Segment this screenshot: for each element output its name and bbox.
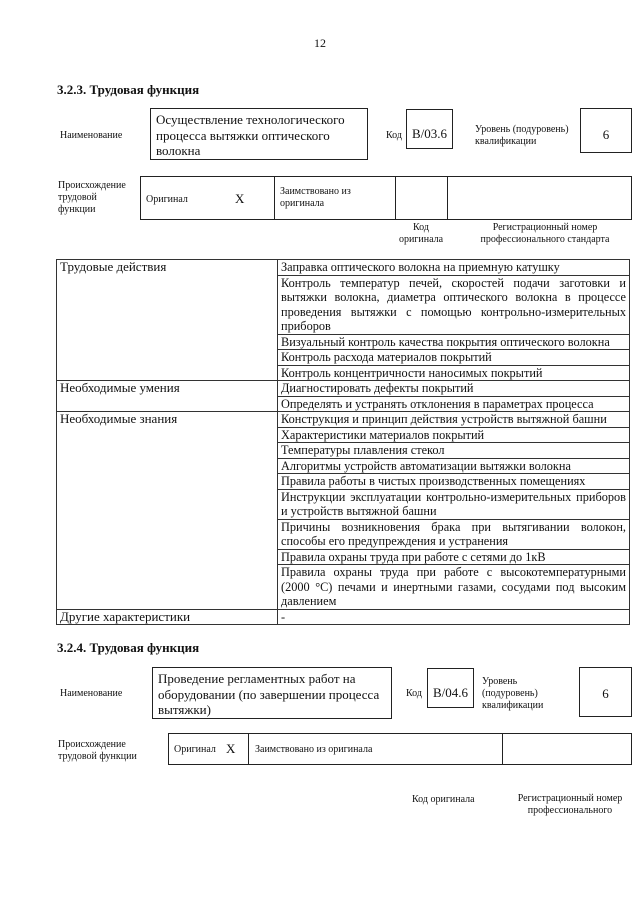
divider (395, 176, 396, 220)
original-mark: X (235, 191, 245, 206)
origin-label: Происхождение трудовой функции (58, 180, 126, 215)
table-row (57, 412, 630, 428)
divider (274, 176, 275, 220)
row-item: Контроль расхода материалов покрытий (278, 350, 630, 366)
section-title: 3.2.3. Трудовая функция (57, 82, 200, 97)
borrowed-label-2: Заимствовано из оригинала (255, 744, 373, 755)
function-name-2: Проведение регламентных работ на оборудовании (по завершении процесса вытяжки) (152, 667, 392, 719)
name-label: Наименование (60, 130, 123, 141)
row-group-label: Трудовые действия (57, 260, 278, 381)
row-item: Конструкция и принцип действия устройств вытяжной башни (278, 412, 630, 428)
name-label-2: Наименование (60, 688, 123, 699)
row-item: Температуры плавления стекол (278, 443, 630, 459)
origin-row-2 (168, 733, 632, 765)
row-item: Алгоритмы устройств автоматизации вытяжки волокна (278, 458, 630, 474)
function-name: Осуществление технологического процесса вытяжки оптического волокна (150, 108, 368, 160)
code-label: Код (386, 130, 402, 141)
original-label-2: Оригинал (174, 744, 216, 755)
page-number: 12 (314, 36, 326, 50)
code-original-caption-2: Код оригинала (412, 794, 475, 805)
section-title-2: 3.2.4. Трудовая функция (57, 640, 200, 655)
code-original-caption: Код оригинала (398, 222, 444, 245)
row-item: Характеристики материалов покрытий (278, 427, 630, 443)
code-value: B/03.6 (406, 109, 453, 149)
row-item: Правила охраны труда при работе с сетями до 1кВ (278, 549, 630, 565)
original-label: Оригинал (146, 194, 188, 205)
row-item: Правила работы в чистых производственных помещениях (278, 474, 630, 490)
divider (502, 733, 503, 765)
origin-label-2: Происхождение трудовой функции (58, 739, 137, 762)
row-item: Причины возникновения брака при вытягивании волокон, способы его предупреждения и устранения (278, 519, 630, 549)
row-item: Определять и устранять отклонения в параметрах процесса (278, 396, 630, 412)
function-details-table (56, 259, 630, 625)
level-value-2: 6 (579, 667, 632, 717)
row-item: Инструкции эксплуатации контрольно-измерительных приборов и устройств вытяжной башни (278, 489, 630, 519)
reg-number-caption-2: Регистрационный номер профессионального (517, 793, 623, 816)
level-label-2: Уровень (подуровень) квалификации (482, 676, 544, 711)
divider (248, 733, 249, 765)
level-value: 6 (580, 108, 632, 153)
row-item: Контроль температур печей, скоростей подачи заготовки и вытяжки волокна, диаметра оптического волокна в процессе проведения вытяжки с помощью контрольно-измерительных приборов (278, 275, 630, 334)
table-row (57, 260, 630, 276)
row-item: Заправка оптического волокна на приемную катушку (278, 260, 630, 276)
reg-number-caption: Регистрационный номер профессионального стандарта (480, 222, 610, 245)
level-label: Уровень (подуровень) квалификации (475, 124, 569, 147)
table-row (57, 381, 630, 397)
row-item: - (278, 609, 630, 625)
row-group-label: Необходимые знания (57, 412, 278, 610)
original-mark-2: X (226, 741, 236, 756)
table-row (57, 609, 630, 625)
row-group-label: Другие характеристики (57, 609, 278, 625)
code-label-2: Код (406, 688, 422, 699)
row-item: Визуальный контроль качества покрытия оптического волокна (278, 334, 630, 350)
row-group-label: Необходимые умения (57, 381, 278, 412)
code-value-2: B/04.6 (427, 668, 474, 708)
row-item: Диагностировать дефекты покрытий (278, 381, 630, 397)
row-item: Контроль концентричности наносимых покрытий (278, 365, 630, 381)
divider (447, 176, 448, 220)
row-item: Правила охраны труда при работе с высокотемпературными (2000 °C) печами и инертными газами, сосудами под высоким давлением (278, 565, 630, 610)
borrowed-label: Заимствовано из оригинала (280, 186, 351, 209)
